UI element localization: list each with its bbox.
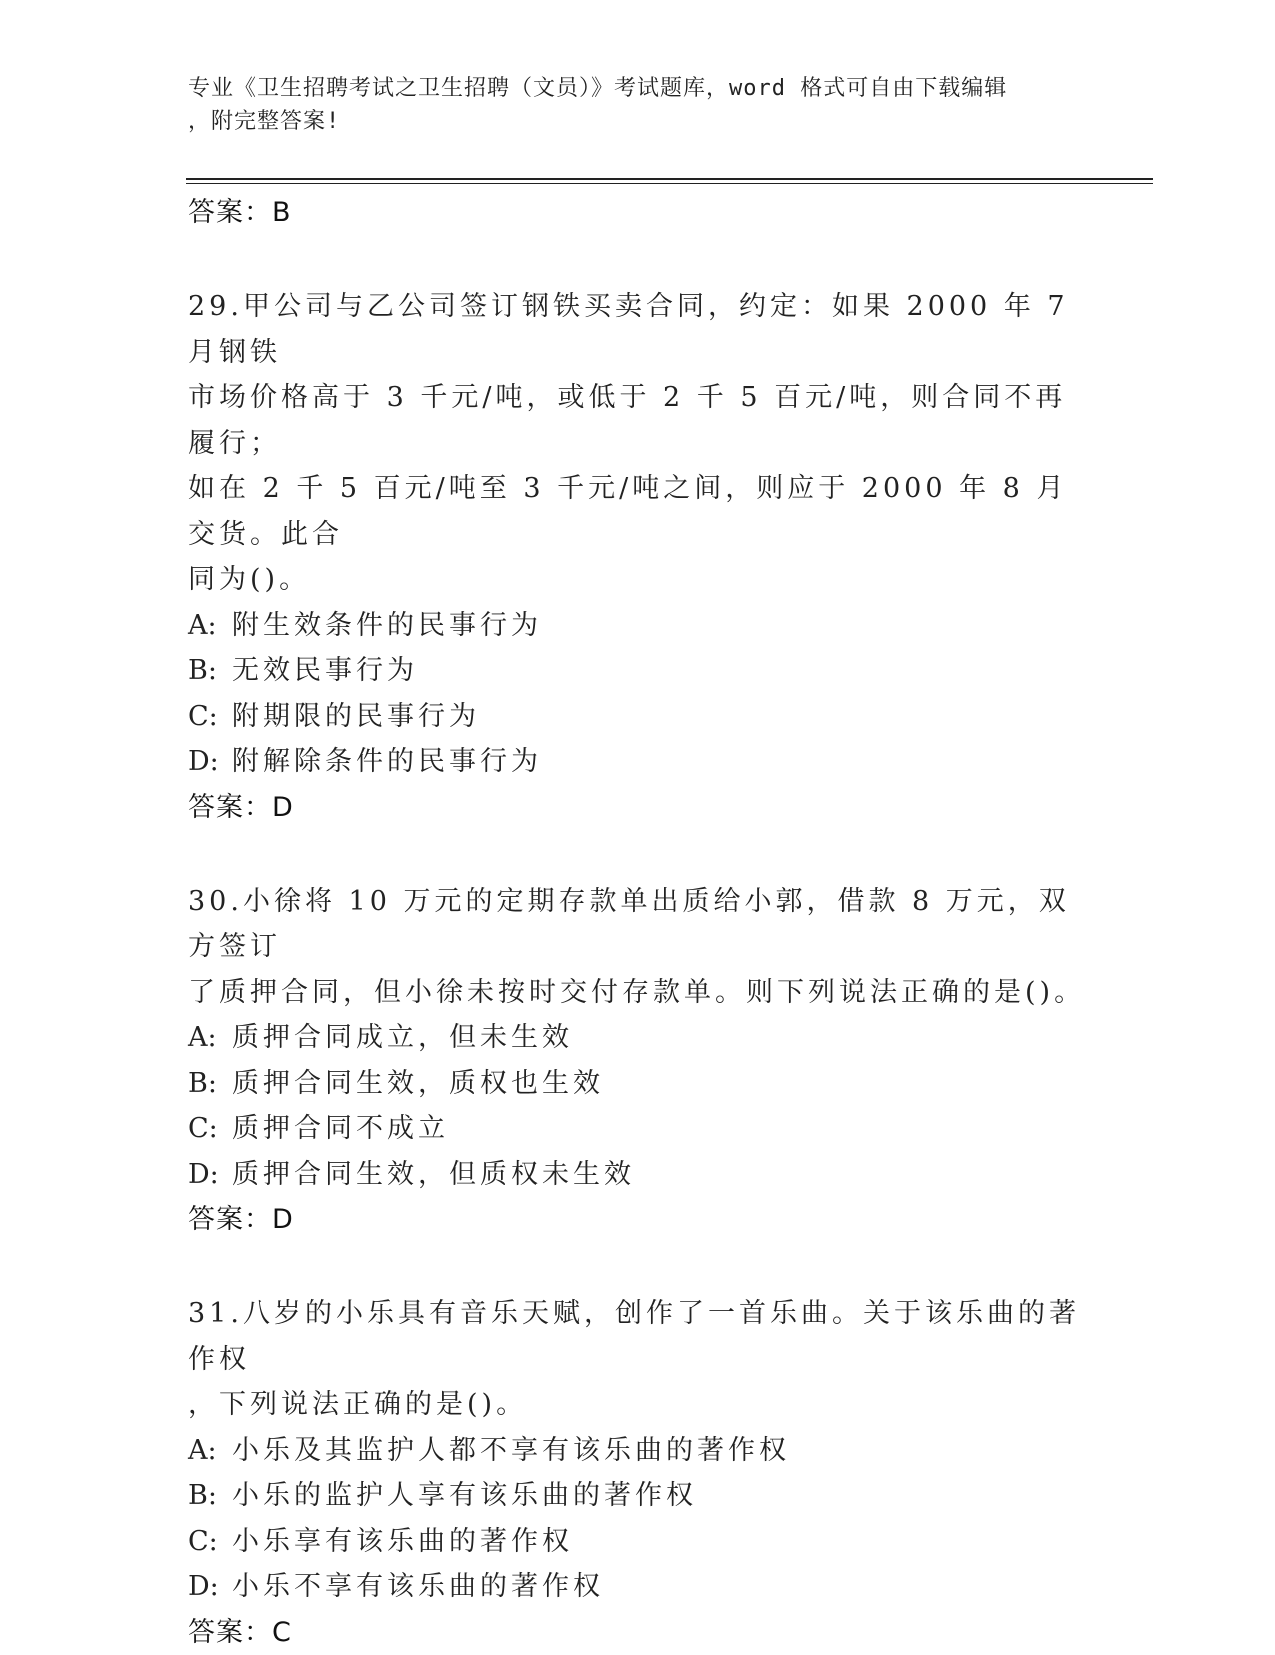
previous-answer: 答案：B	[188, 197, 292, 228]
question-text-line: 31.八岁的小乐具有音乐天赋，创作了一首乐曲。关于该乐曲的著作权	[188, 1298, 1080, 1375]
option-letter: A:	[188, 1434, 217, 1466]
option-b	[188, 1061, 1088, 1107]
option-a	[188, 1428, 1088, 1474]
question-text	[188, 879, 1088, 1016]
option-letter: B:	[188, 655, 217, 686]
option-d	[188, 1152, 1088, 1198]
option-a	[188, 1015, 1088, 1061]
option-letter: C:	[188, 1525, 218, 1557]
option-text: 附生效条件的民事行为	[232, 609, 542, 641]
document-header	[188, 72, 1068, 138]
question-text-line: 29.甲公司与乙公司签订钢铁买卖合同，约定：如果 2000 年 7 月钢铁	[188, 291, 1069, 368]
question-31	[188, 1291, 1088, 1655]
option-letter: D:	[188, 746, 219, 777]
option-letter: C:	[188, 1113, 218, 1144]
header-line-2: ，附完整答案!	[188, 109, 341, 134]
option-text: 附解除条件的民事行为	[232, 746, 542, 777]
option-text: 无效民事行为	[232, 655, 418, 686]
option-text: 小乐及其监护人都不享有该乐曲的著作权	[232, 1434, 790, 1466]
document-body	[188, 188, 1088, 1655]
option-b	[188, 1473, 1088, 1519]
header-divider-thick	[186, 178, 1153, 180]
option-a	[188, 603, 1088, 649]
option-letter: D:	[188, 1571, 219, 1602]
header-line-1: 专业《卫生招聘考试之卫生招聘（文员）》考试题库，word 格式可自由下载编辑	[188, 76, 1008, 101]
question-text-line: ，下列说法正确的是()。	[188, 1389, 528, 1420]
question-text-line: 同为()。	[188, 564, 311, 595]
option-d	[188, 739, 1088, 785]
answer: 答案：C	[188, 1616, 292, 1648]
option-text: 附期限的民事行为	[232, 700, 480, 732]
option-b	[188, 648, 1088, 694]
option-letter: A:	[188, 609, 217, 641]
option-d	[188, 1564, 1088, 1610]
option-text: 质押合同生效，质权也生效	[232, 1067, 604, 1099]
option-letter: B:	[188, 1067, 217, 1099]
question-text-line: 如在 2 千 5 百元/吨至 3 千元/吨之间，则应于 2000 年 8 月交货。此合	[188, 473, 1068, 550]
option-c	[188, 1106, 1088, 1152]
question-30	[188, 879, 1088, 1243]
option-text: 质押合同生效，但质权未生效	[232, 1158, 635, 1190]
option-c	[188, 1519, 1088, 1565]
question-text	[188, 1291, 1088, 1428]
answer: 答案：D	[188, 791, 294, 823]
option-letter: B:	[188, 1480, 217, 1511]
option-text: 质押合同不成立	[232, 1113, 449, 1144]
option-letter: A:	[188, 1022, 217, 1053]
option-text: 质押合同成立，但未生效	[232, 1022, 573, 1053]
answer: 答案：D	[188, 1204, 294, 1235]
option-c	[188, 694, 1088, 740]
option-letter: D:	[188, 1158, 219, 1190]
question-29	[188, 284, 1088, 830]
question-text-line: 了质押合同，但小徐未按时交付存款单。则下列说法正确的是()。	[188, 976, 1086, 1008]
question-text-line: 市场价格高于 3 千元/吨，或低于 2 千 5 百元/吨，则合同不再履行；	[188, 382, 1067, 459]
question-text-line: 30.小徐将 10 万元的定期存款单出质给小郭，借款 8 万元，双方签订	[188, 885, 1070, 962]
option-letter: C:	[188, 700, 218, 732]
question-text	[188, 284, 1088, 603]
option-text: 小乐不享有该乐曲的著作权	[232, 1571, 604, 1602]
option-text: 小乐的监护人享有该乐曲的著作权	[232, 1480, 697, 1511]
header-divider-thin	[186, 183, 1153, 184]
option-text: 小乐享有该乐曲的著作权	[232, 1525, 573, 1557]
